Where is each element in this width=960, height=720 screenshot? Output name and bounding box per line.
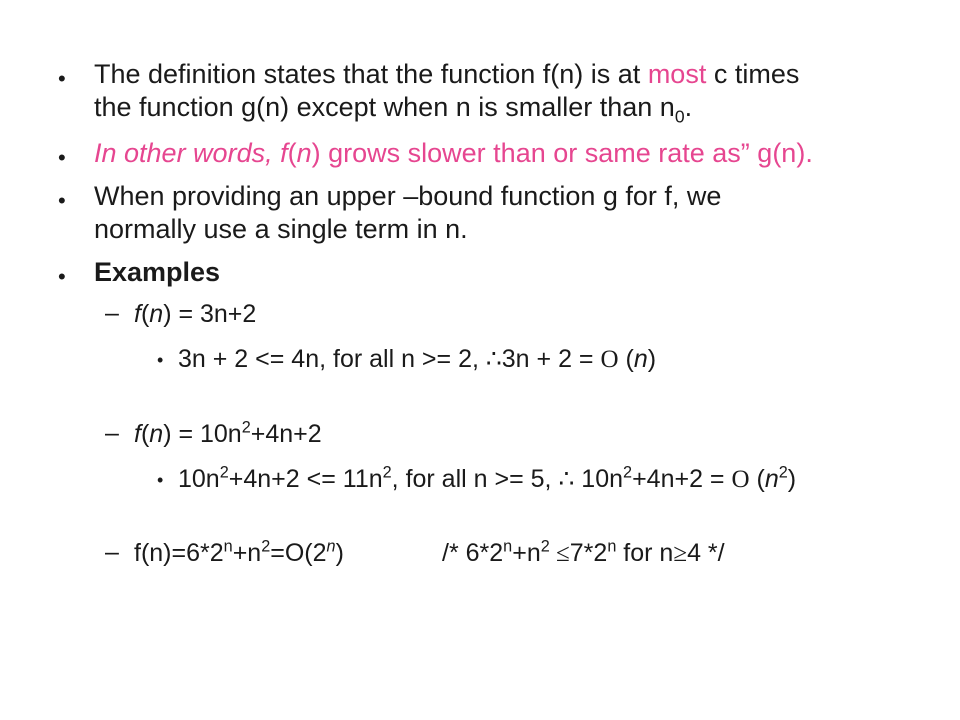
bullet-dot: • bbox=[58, 188, 66, 213]
sub-bullet-dot: • bbox=[157, 350, 164, 370]
bullet-1-line-2: the function g(n) except when n is smaller than $n_0$. bbox=[94, 92, 693, 127]
bullet-dot: • bbox=[58, 145, 66, 170]
example-1-head: f(n) = 3n+2 bbox=[134, 300, 257, 328]
dash-marker: – bbox=[105, 419, 119, 447]
bullet-dot: • bbox=[58, 66, 66, 91]
bullet-3-line-2: normally use a single term in n. bbox=[94, 214, 468, 244]
example-3-comment: /* $6*2^n+n^2 \le 7*2^n$ for n≥4 */ bbox=[442, 537, 725, 567]
bullet-3-line-1: When providing an upper –bound function g for f, we bbox=[94, 181, 722, 211]
bullet-2-line-1: In other words, f(n) grows slower than or same rate as” g(n). bbox=[94, 138, 813, 168]
bullet-1-line-1: The definition states that the function f(n) is at most c times bbox=[94, 59, 800, 89]
dash-marker: – bbox=[105, 538, 119, 566]
dash-marker: – bbox=[105, 299, 119, 327]
sub-bullet-dot: • bbox=[157, 470, 164, 490]
example-3-formula: $f(n)=6*2^n+n^2=O(2^n)$ bbox=[134, 537, 344, 567]
example-2-detail: $10n^2+4n+2 <= 11n^2$, for all n >= 5, ∴ $10n^2+4n+2 = O$ $(n^2)$ bbox=[178, 463, 797, 493]
examples-heading: Examples bbox=[94, 257, 221, 287]
example-2-head: $f(n) = 10n^2+4n+2$ bbox=[134, 418, 322, 448]
bullet-dot: • bbox=[58, 264, 66, 289]
emphasis-most: most bbox=[647, 59, 707, 89]
example-1-detail: 3n + 2 <= 4n, for all n >= 2, ∴3n + 2 = O (n) bbox=[178, 345, 657, 373]
